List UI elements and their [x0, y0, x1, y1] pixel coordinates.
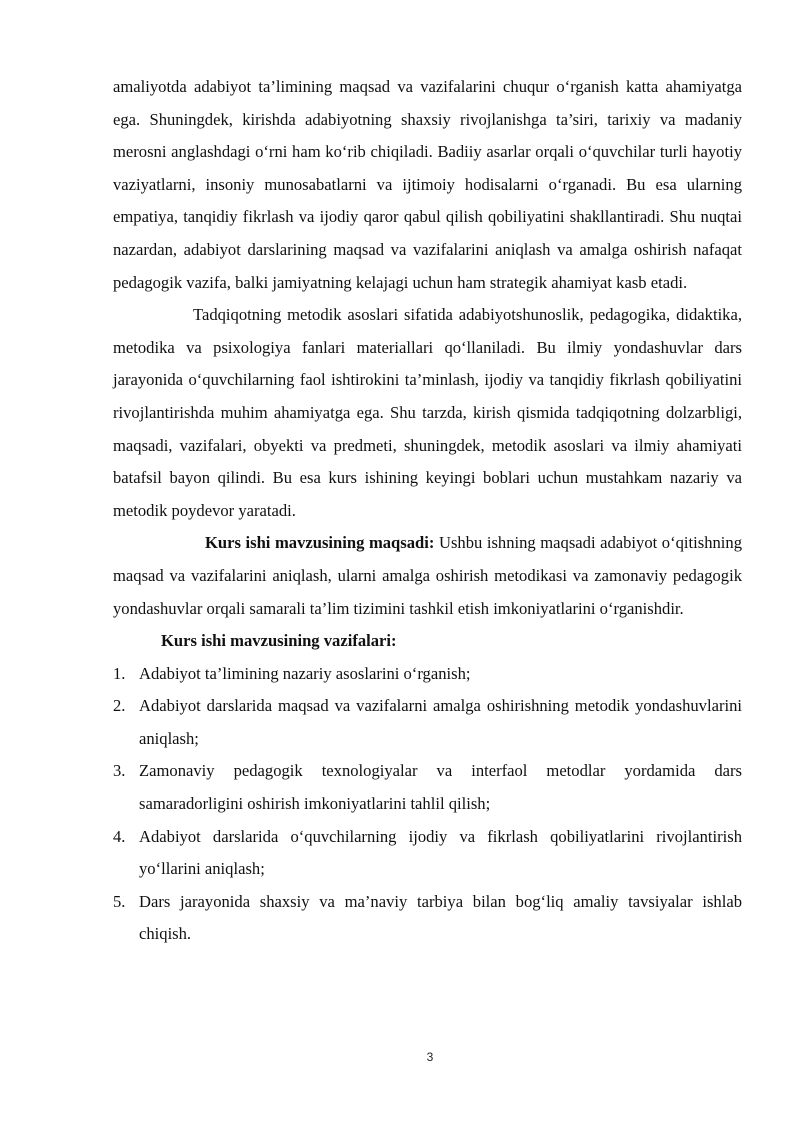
list-item-text: Adabiyot darslarida maqsad va vazifalarni amalga oshirishning metodik yondashuvlarini aniqlash; — [139, 696, 742, 748]
paragraph-intro-continuation: amaliyotda adabiyot ta’limining maqsad va vazifalarini chuqur o‘rganish katta ahamiyatga ega. Shuningdek, kirishda adabiyotning shaxsiy rivojlanishga ta’siri, tarixiy va madaniy merosni anglashdagi o‘rni ham ko‘rib chiqiladi. Badiiy asarlar orqali o‘quvchilar turli hayotiy vaziyatlarni, insoniy munosabatlarni va ijtimoiy hodisalarni o‘rganadi. Bu esa ularning empatiya, tanqidiy fikrlash va ijodiy qaror qabul qilish qobiliyatini shakllantiradi. Shu nuqtai nazardan, adabiyot darslarining maqsad va vazifalarini aniqlash va amalga oshirish nafaqat pedagogik vazifa, balki jamiyatning kelajagi uchun ham strategik ahamiyat kasb etadi. — [113, 77, 742, 292]
list-item — [113, 658, 742, 691]
list-item-text: Adabiyot ta’limining nazariy asoslarini o‘rganish; — [139, 663, 471, 683]
page-number: 3 — [426, 1050, 434, 1064]
list-item — [113, 821, 742, 886]
list-item-number: 5. — [113, 891, 126, 911]
list-item-number: 2. — [113, 696, 126, 716]
tasks-list — [113, 658, 742, 951]
list-item-text: Adabiyot darslarida o‘quvchilarning ijodiy va fikrlash qobiliyatlarini rivojlantirish yo‘llarini aniqlash; — [139, 826, 742, 879]
list-item-text: Zamonaviy pedagogik texnologiyalar va interfaol metodlar yordamida dars samaradorligini oshirish imkoniyatlarini tahlil qilish; — [139, 761, 742, 814]
list-item-number: 4. — [113, 826, 126, 846]
list-item — [113, 886, 742, 951]
list-item-number: 3. — [113, 761, 126, 781]
list-item-number: 1. — [113, 663, 126, 683]
paragraph-goal — [113, 527, 742, 625]
list-item — [113, 690, 742, 755]
goal-heading: Kurs ishi mavzusining maqsadi: — [205, 533, 435, 553]
list-item-text: Dars jarayonida shaxsiy va ma’naviy tarbiya bilan bog‘liq amaliy tavsiyalar ishlab chiqish. — [139, 891, 742, 944]
body-text — [113, 71, 742, 951]
goal-text: Ushbu ishning maqsadi adabiyot o‘qitishning maqsad va vazifalarini aniqlash, ularni amalga oshirish metodikasi va zamonaviy pedagogik yondashuvlar orqali samarali ta’lim tizimini tashkil etish imkoniyatlarini o‘rganishdir. — [113, 533, 742, 618]
tasks-heading: Kurs ishi mavzusining vazifalari: — [161, 631, 397, 651]
paragraph-methodology: Tadqiqotning metodik asoslari sifatida adabiyotshunoslik, pedagogika, didaktika, metodika va psixologiya fanlari materiallari qo‘llaniladi. Bu ilmiy yondashuvlar dars jarayonida o‘quvchilarning faol ishtirokini ta’minlash, ijodiy va tanqidiy fikrlash qobiliyatini rivojlantirishda muhim ahamiyatga ega. Shu tarzda, kirish qismida tadqiqotning dolzarbligi, maqsadi, vazifalari, obyekti va predmeti, shuningdek, metodik asoslari va ilmiy ahamiyati batafsil bayon qilindi. Bu esa kurs ishining keyingi boblari uchun mustahkam nazariy va metodik poydevor yaratadi. — [113, 305, 742, 520]
list-item — [113, 755, 742, 820]
